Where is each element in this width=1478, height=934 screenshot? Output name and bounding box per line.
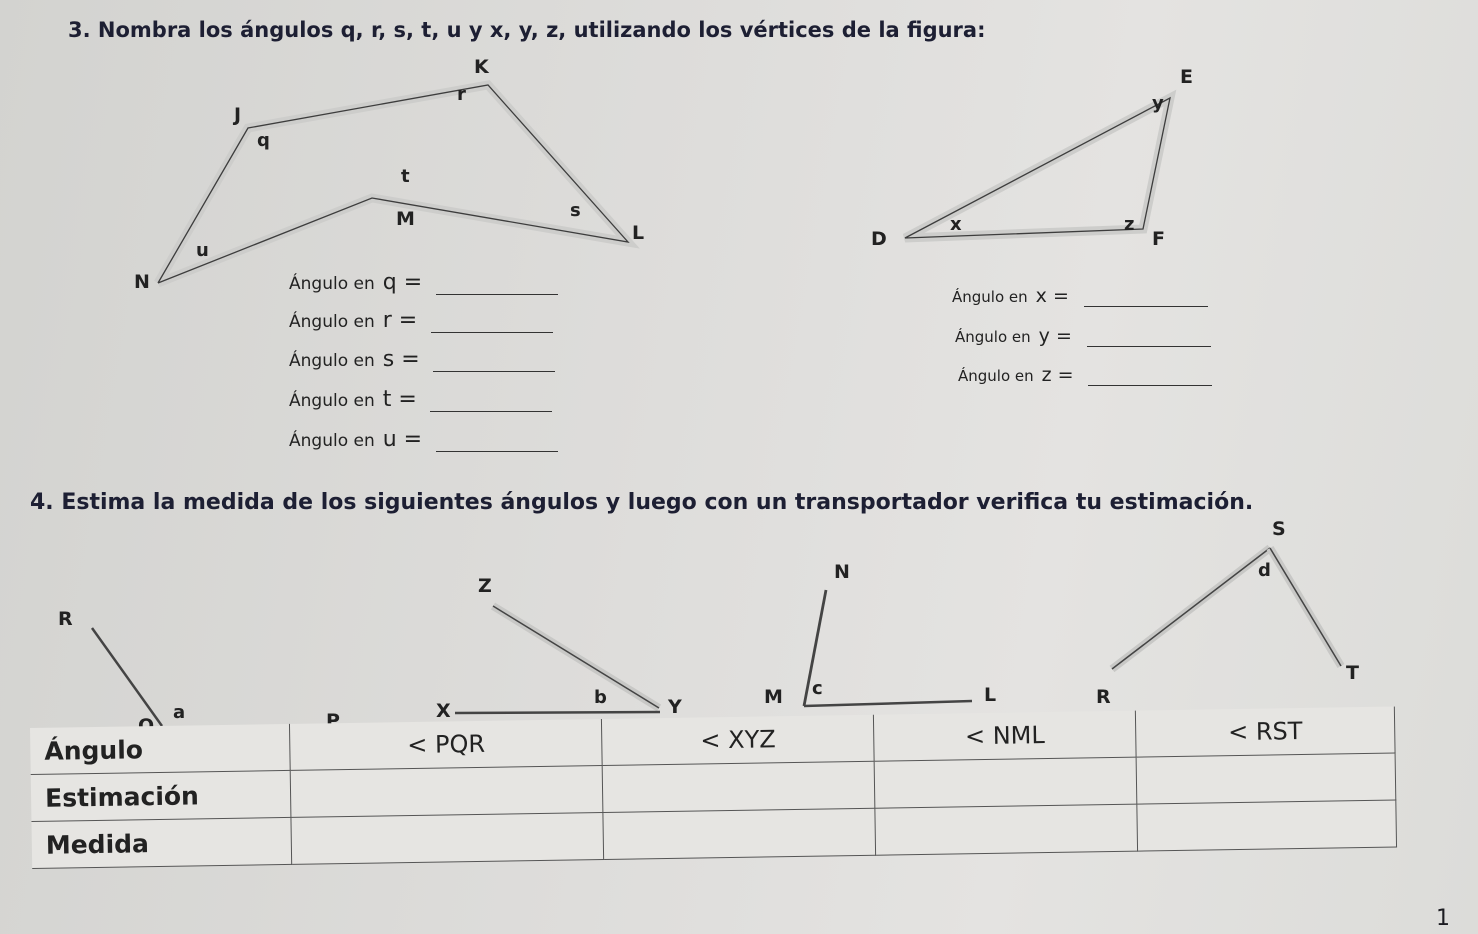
question-4-title: 4. Estima la medida de los siguientes ángulos y luego con un transportador verifica tu estimación. (30, 490, 1254, 515)
page-number: 1 (1436, 906, 1450, 931)
answer-blank[interactable] (430, 411, 552, 412)
ray-YX (455, 712, 660, 713)
measure-cell-xyz[interactable] (603, 808, 876, 859)
angle-label-x: x (950, 214, 962, 235)
quad-figure (158, 85, 628, 283)
answer-line-y[interactable]: Ángulo en y = (955, 325, 1211, 347)
question-3-title: 3. Nombra los ángulos q, r, s, t, u y x, y, z, utilizando los vértices de la figura: (68, 18, 986, 42)
vertex-D: D (871, 228, 887, 250)
answer-blank[interactable] (436, 294, 558, 295)
angle-label-r: r (457, 84, 466, 105)
vertex-L: L (632, 222, 645, 244)
angle-label-z: z (1124, 214, 1135, 235)
vertex-S: S (1272, 518, 1286, 540)
angle-label-s: s (570, 200, 581, 221)
angle-label-a: a (173, 702, 186, 723)
answer-line-q[interactable]: Ángulo en q = (289, 270, 558, 295)
ray-ML (804, 701, 972, 706)
measure-cell-rst[interactable] (1137, 800, 1397, 851)
row-label-estimacion: Estimación (31, 770, 292, 821)
answer-blank[interactable] (1087, 346, 1211, 347)
column-header-nml: < NML (874, 711, 1137, 762)
angle-label-y: y (1152, 93, 1164, 114)
angle-label-b: b (594, 687, 607, 708)
vertex-R-left: R (58, 608, 73, 630)
vertex-N: N (134, 271, 150, 293)
angle-label-c: c (812, 678, 823, 699)
estimate-cell-nml[interactable] (874, 757, 1137, 808)
vertex-M-fig4: M (764, 686, 783, 708)
estimate-cell-rst[interactable] (1136, 753, 1396, 804)
angle-label-t: t (401, 166, 410, 187)
vertex-T: T (1346, 662, 1359, 684)
vertex-Z: Z (478, 575, 492, 597)
answer-blank[interactable] (433, 371, 555, 372)
vertex-X: X (436, 700, 451, 722)
vertex-K: K (474, 56, 489, 78)
answer-line-s[interactable]: Ángulo en s = (289, 347, 555, 372)
angle-label-q: q (257, 130, 270, 151)
estimate-cell-pqr[interactable] (291, 766, 604, 818)
vertex-Y: Y (668, 696, 682, 718)
answer-line-u[interactable]: Ángulo en u = (289, 427, 558, 452)
answer-blank[interactable] (436, 451, 558, 452)
row-label-medida: Medida (31, 817, 292, 868)
measure-cell-nml[interactable] (875, 804, 1138, 855)
measure-cell-pqr[interactable] (291, 813, 604, 865)
estimate-cell-xyz[interactable] (602, 761, 875, 812)
answer-blank[interactable] (431, 332, 553, 333)
vertex-L-fig4: L (984, 684, 997, 706)
vertex-M: M (396, 208, 415, 230)
vertex-E: E (1180, 66, 1193, 88)
angle-label-u: u (196, 240, 209, 261)
vertex-P: P (326, 710, 340, 732)
vertex-N-fig4: N (834, 561, 850, 583)
column-header-rst: < RST (1135, 707, 1395, 758)
vertex-R-right: R (1096, 686, 1111, 708)
column-header-pqr: < PQR (290, 719, 603, 770)
answer-line-x[interactable]: Ángulo en x = (952, 285, 1208, 307)
answer-line-r[interactable]: Ángulo en r = (289, 308, 553, 333)
answer-line-z[interactable]: Ángulo en z = (958, 364, 1212, 386)
column-header-xyz: < XYZ (602, 715, 875, 766)
answer-blank[interactable] (1084, 306, 1208, 307)
row-label-angulo: Ángulo (30, 724, 291, 775)
answer-blank[interactable] (1088, 385, 1212, 386)
vertex-J: J (234, 104, 242, 126)
answer-line-t[interactable]: Ángulo en t = (289, 387, 552, 412)
vertex-F: F (1152, 228, 1165, 250)
ray-QR (92, 628, 162, 726)
angle-label-d: d (1258, 560, 1271, 581)
angles-table (30, 707, 1397, 869)
